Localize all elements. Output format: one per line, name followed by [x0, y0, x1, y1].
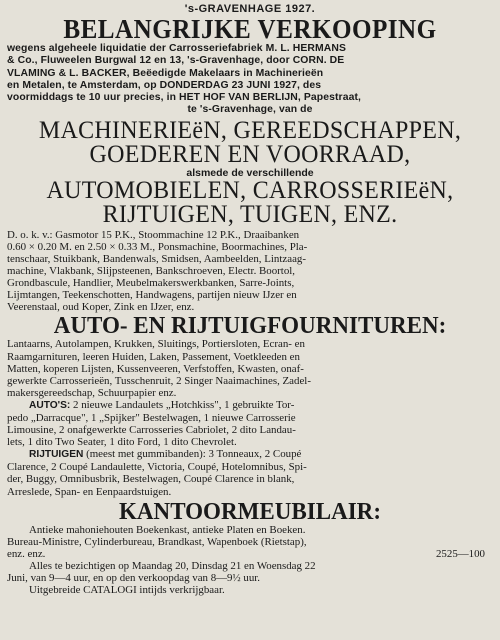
intro-line: voormiddags te 10 uur precies, in HET HOF VAN BERLIJN, Papestraat, [7, 92, 362, 104]
viewing-line: Juni, van 9—4 uur, en op den verkoopdag van 8—9½ uur. [7, 572, 261, 585]
list-text: enz. enz. [7, 547, 46, 560]
list-line: der, Buggy, Omnibusbrik, Bestelwagen, Coupé Clarence in blank, [7, 473, 295, 486]
catalogue-line: Uitgebreide CATALOGI intijds verkrijgbaar. [29, 584, 225, 597]
list-line: Arreslede, Span- en Eenpaardstuigen. [7, 485, 172, 498]
rijtuigen-text: (meest met gummibanden): 3 Tonneaux, 2 Coupé [83, 448, 302, 461]
list-line: Bureau-Ministre, Cylinderbureau, Brandkast, Wapenboek (Rietstap), [7, 535, 307, 548]
list-line: Clarence, 2 Coupé Landaulette, Victoria, Coupé, Hotelomnibus, Spi- [7, 461, 307, 474]
list-line: Matten, koperen Lijsten, Kussenveeren, Verfstoffen, Kwasten, onaf- [7, 362, 304, 375]
intro-line: wegens algeheele liquidatie der Carrosseriefabriek M. L. HERMANS [7, 43, 347, 54]
section-subheading: alsmede de verschillende [186, 166, 314, 179]
reference-number: 2525—100 [435, 547, 485, 560]
rijtuigen-label: RIJTUIGEN [29, 449, 84, 461]
autos-text: 2 nieuwe Landaulets „Hotchkiss", 1 gebruikte Tor- [70, 398, 295, 411]
machinery-list [7, 229, 493, 314]
list-line: lets, 1 dito Two Seater, 1 dito Ford, 1 dito Chevrolet. [7, 436, 237, 449]
list-line: Grondbascule, Handlier, Meubelmakerswerkbanken, Sarre-Joints, [7, 277, 295, 290]
list-line: Lijmtangen, Teekenschotten, Handwagens, partijen nieuw IJzer en [7, 289, 297, 302]
autos-label: AUTO'S: [29, 399, 71, 411]
list-line: Limousine, 2 onafgewerkte Carrosseries Cabriolet, 2 dito Landau- [7, 424, 296, 437]
office-furniture-list [7, 524, 493, 597]
intro-paragraph [7, 43, 493, 117]
headline: BELANGRIJKE VERKOOPING [63, 14, 437, 44]
list-line [7, 548, 493, 560]
section-heading-machinery: MACHINERIEëN, GEREEDSCHAPPEN, [38, 116, 462, 144]
intro-line: VLAMING & L. BACKER, Beëedigde Makelaars in Machinerieën [7, 67, 324, 79]
list-line: D. o. k. v.: Gasmotor 15 P.K., Stoommachine 12 P.K., Draaibanken [7, 228, 300, 241]
list-line: 0.60 × 0.20 M. en 2.50 × 0.33 M., Ponsmachine, Boormachines, Pla- [7, 240, 308, 253]
viewing-line: Alles te bezichtigen op Maandag 20, Dinsdag 21 en Woensdag 22 [29, 559, 316, 572]
dateline: 's-GRAVENHAGE 1927. [184, 3, 316, 15]
supplies-list [7, 338, 493, 497]
list-line: makersgereedschap, Schuurpapier enz. [7, 386, 177, 399]
list-line: pedo „Darracque", 1 „Spijker" Bestelwagen, 1 nieuwe Carrosserie [7, 412, 296, 424]
section-heading-carriages: RIJTUIGEN, TUIGEN, ENZ. [102, 200, 398, 228]
list-line: tenschaar, Stuikbank, Bandenwals, Smidsen, Aambeelden, Lintzaag- [7, 252, 306, 265]
list-line: Lantaarns, Autolampen, Krukken, Sluitings, Portiersloten, Ecran- en [7, 338, 305, 351]
intro-line: te 's-Gravenhage, van de [187, 104, 313, 116]
list-line [7, 399, 493, 412]
list-line: machine, Vlakbank, Slijpsteenen, Bankschroeven, Electr. Boortol, [7, 265, 296, 278]
section-heading-automobiles: AUTOMOBIELEN, CARROSSERIEëN, [46, 176, 454, 204]
list-line: Raamgarnituren, leeren Huiden, Laken, Passement, Voetkleeden en [7, 350, 300, 363]
section-heading-office-furniture: KANTOORMEUBILAIR: [118, 498, 381, 525]
section-heading-goods: GOEDEREN EN VOORRAAD, [89, 140, 411, 168]
section-heading-supplies: AUTO- EN RIJTUIGFOURNITUREN: [53, 313, 447, 340]
list-line: Veerenstaal, oud Koper, Zink en IJzer, enz. [7, 301, 195, 314]
intro-line: en Metalen, te Amsterdam, op DONDERDAG 23 JUNI 1927, des [7, 79, 322, 91]
intro-line: & Co., Fluweelen Burgwal 12 en 13, 's-Gravenhage, door CORN. DE [7, 55, 345, 67]
list-line: gewerkte Carrosserieën, Tusschenruit, 2 Singer Naaimachines, Zadel- [7, 374, 311, 387]
list-line [7, 448, 493, 461]
list-line: Antieke mahoniehouten Boekenkast, antieke Platen en Boeken. [29, 523, 306, 536]
